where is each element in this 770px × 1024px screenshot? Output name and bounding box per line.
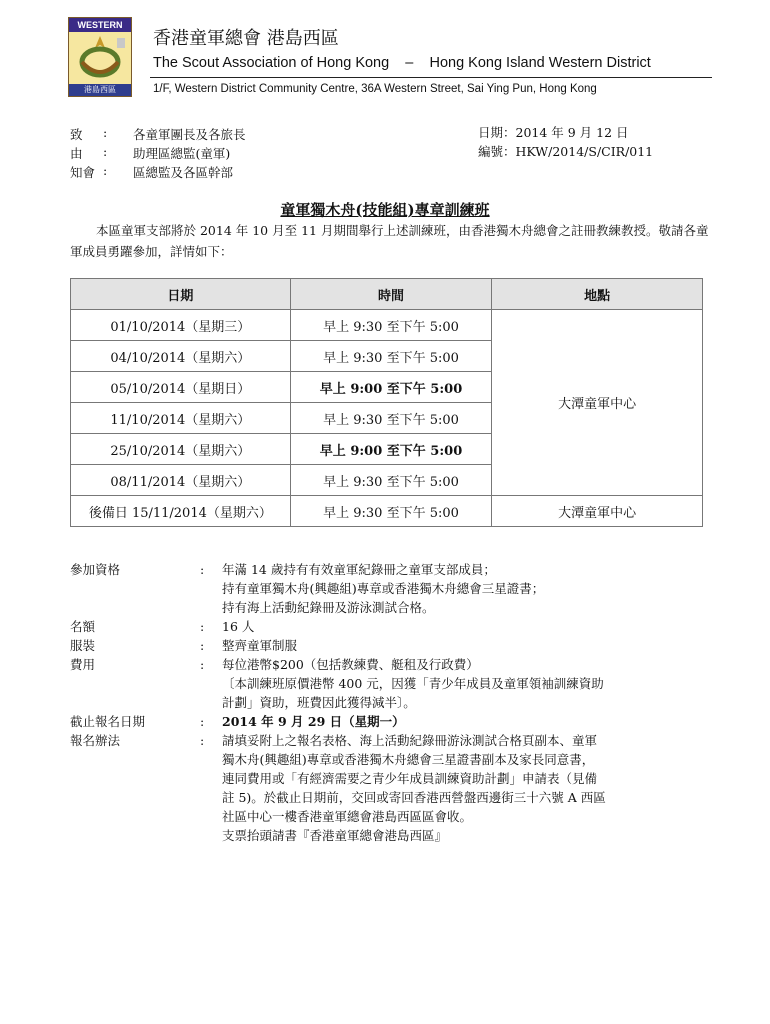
header-venue: 地點 — [492, 279, 703, 310]
details-section — [70, 560, 710, 860]
row-date: 01/10/2014（星期三） — [71, 310, 291, 341]
uniform-colon: : — [200, 638, 205, 653]
document-title: 童軍獨木舟(技能組)專章訓練班 — [280, 201, 490, 219]
method-line-1: 請填妥附上之報名表格、海上活動紀錄冊游泳測試合格頁副本、童軍 — [222, 733, 598, 748]
to-value: 各童軍團長及各旅長 — [133, 127, 246, 142]
backup-row — [71, 496, 703, 527]
fee-line-1: 每位港幣$200（包括教練費、艇租及行政費） — [222, 657, 479, 672]
row-time: 早上 9:30 至下午 5:00 — [290, 310, 492, 341]
method-line-3: 連同費用或「有經濟需要之青少年成員訓練資助計劃」申請表（見備 — [222, 771, 598, 786]
org-english-name: The Scout Association of Hong Kong – Hong Kong Island Western District — [153, 55, 651, 71]
backup-venue: 大潭童軍中心 — [492, 496, 703, 527]
org-address: 1/F, Western District Community Centre, 36A Western Street, Sai Ying Pun, Hong Kong — [153, 83, 597, 95]
deadline-value: 2014 年 9 月 29 日（星期一） — [222, 714, 405, 729]
from-value: 助理區總監(童軍) — [133, 146, 231, 161]
to-colon: : — [103, 125, 108, 140]
fee-line-2: 〔本訓練班原價港幣 400 元，因獲「青少年成員及童軍領袖訓練資助 — [222, 676, 604, 691]
row-venue: 大潭童軍中心 — [492, 310, 703, 496]
quota-label: 名額 — [70, 619, 96, 634]
eligibility-line-1: 年滿 14 歲持有有效童軍紀錄冊之童軍支部成員； — [222, 562, 496, 577]
from-colon: : — [103, 144, 108, 159]
table-row — [71, 310, 703, 341]
uniform-label: 服裝 — [70, 638, 96, 653]
row-date: 04/10/2014（星期六） — [71, 341, 291, 372]
row-time: 早上 9:00 至下午 5:00 — [290, 372, 492, 403]
cc-label: 知會 — [70, 165, 96, 180]
header-time: 時間 — [290, 279, 492, 310]
deadline-colon: : — [200, 714, 205, 729]
method-line-5: 社區中心一樓香港童軍總會港島西區區會收。 — [222, 809, 473, 824]
backup-date: 後備日 15/11/2014（星期六） — [71, 496, 291, 527]
fee-label: 費用 — [70, 657, 96, 672]
memo-date: 日期：2014 年 9 月 12 日 — [478, 125, 629, 140]
row-date: 08/11/2014（星期六） — [71, 465, 291, 496]
memo-ref: 編號：HKW/2014/S/CIR/011 — [478, 144, 654, 159]
district-logo — [68, 17, 132, 97]
row-date: 11/10/2014（星期六） — [71, 403, 291, 434]
row-date: 05/10/2014（星期日） — [71, 372, 291, 403]
cc-colon: : — [103, 163, 108, 178]
logo-emblem — [69, 32, 131, 84]
cc-value: 區總監及各區幹部 — [133, 165, 234, 180]
fee-colon: : — [200, 657, 205, 672]
row-time: 早上 9:30 至下午 5:00 — [290, 341, 492, 372]
eligibility-line-3: 持有海上活動紀錄冊及游泳測試合格。 — [222, 600, 435, 615]
logo-top-text: WESTERN — [69, 18, 131, 32]
row-date: 25/10/2014（星期六） — [71, 434, 291, 465]
intro-paragraph: 本區童軍支部將於 2014 年 10 月至 11 月期間舉行上述訓練班，由香港獨木舟總會之註冊教練教授。敬請各童軍成員勇躍參加，詳情如下： — [70, 223, 709, 259]
header-divider — [150, 77, 712, 78]
logo-bottom-text: 港島西區 — [69, 84, 131, 96]
table-header-row — [71, 279, 703, 310]
header-date: 日期 — [71, 279, 291, 310]
org-chinese-name: 香港童軍總會 港島西區 — [153, 28, 339, 49]
method-line-4: 註 5)。於截止日期前，交回或寄回香港西營盤西邊街三十六號 A 西區 — [222, 790, 606, 805]
from-label: 由 — [70, 146, 83, 161]
backup-time: 早上 9:30 至下午 5:00 — [290, 496, 492, 527]
fee-line-3: 計劃」資助，班費因此獲得減半〕。 — [222, 695, 416, 710]
row-time: 早上 9:30 至下午 5:00 — [290, 465, 492, 496]
method-line-6: 支票抬頭請書『香港童軍總會港島西區』 — [222, 828, 448, 843]
row-time: 早上 9:00 至下午 5:00 — [290, 434, 492, 465]
to-label: 致 — [70, 127, 83, 142]
method-colon: : — [200, 733, 205, 748]
eligibility-label: 參加資格 — [70, 562, 121, 577]
schedule-table — [70, 278, 703, 527]
quota-value: 16 人 — [222, 619, 255, 634]
method-line-2: 獨木舟(興趣組)專章或香港獨木舟總會三星證書副本及家長同意書， — [222, 752, 595, 767]
row-time: 早上 9:30 至下午 5:00 — [290, 403, 492, 434]
deadline-label: 截止報名日期 — [70, 714, 146, 729]
uniform-value: 整齊童軍制服 — [222, 638, 298, 653]
eligibility-colon: : — [200, 562, 205, 577]
eligibility-line-2: 持有童軍獨木舟(興趣組)專章或香港獨木舟總會三星證書； — [222, 581, 545, 596]
quota-colon: : — [200, 619, 205, 634]
method-label: 報名辦法 — [70, 733, 121, 748]
